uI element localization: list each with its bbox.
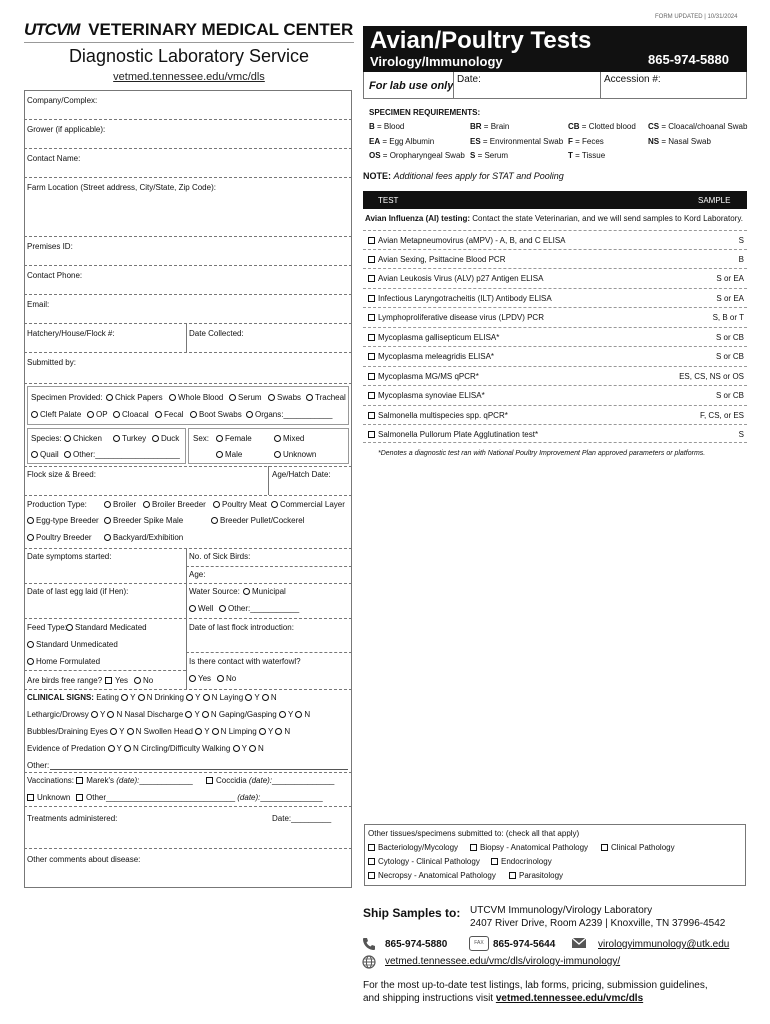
opt-quail[interactable]: Quail bbox=[31, 450, 59, 459]
opt-swabs[interactable]: Swabs bbox=[268, 393, 301, 402]
opt-free-range-no[interactable]: No bbox=[134, 676, 153, 685]
opt-unknown[interactable]: Unknown bbox=[274, 450, 316, 459]
opt-commercial-layer[interactable]: Commercial Layer bbox=[271, 500, 345, 509]
th-test: TEST bbox=[378, 196, 399, 205]
other-tissues-title: Other tissues/specimens submitted to: (check all that apply) bbox=[368, 829, 580, 838]
last-flock-field[interactable]: Date of last flock introduction: bbox=[189, 623, 294, 632]
feed-label: Feed Type: bbox=[27, 623, 67, 632]
opt-cleft-palate[interactable]: Cleft Palate bbox=[31, 410, 81, 419]
sex-box bbox=[188, 428, 349, 464]
age-field[interactable]: Age: bbox=[189, 570, 206, 579]
symptoms-field[interactable]: Date symptoms started: bbox=[27, 552, 112, 561]
opt-op[interactable]: OP bbox=[87, 410, 108, 419]
test-table-header bbox=[363, 191, 747, 209]
opt-poultry-breeder[interactable]: Poultry Breeder bbox=[27, 533, 92, 542]
clinical-row-1: CLINICAL SIGNS: Eating Y N Drinking Y N Laying Y N bbox=[27, 693, 277, 702]
test-row[interactable]: Lymphoproliferative disease virus (LPDV) PCR S, B or T bbox=[363, 307, 747, 326]
banner-phone: 865-974-5880 bbox=[648, 52, 729, 67]
sex-label: Sex: bbox=[193, 434, 210, 443]
phone-icon bbox=[362, 937, 376, 953]
sick-birds-field[interactable]: No. of Sick Birds: bbox=[189, 552, 251, 561]
contact-fax[interactable]: 865-974-5644 bbox=[493, 939, 556, 950]
opt-broiler-breeder[interactable]: Broiler Breeder bbox=[143, 500, 206, 509]
banner-subtitle: Virology/Immunology bbox=[370, 54, 503, 69]
test-row[interactable]: Mycoplasma meleagridis ELISA* S or CB bbox=[363, 346, 747, 365]
opt-municipal[interactable]: Municipal bbox=[243, 587, 286, 596]
spec-es: ES = Environmental Swab bbox=[470, 137, 564, 146]
dls-link[interactable]: vetmed.tennessee.edu/vmc/dls bbox=[113, 71, 265, 83]
spec-b: B = Blood bbox=[369, 122, 405, 131]
opt-waterfowl-no[interactable]: No bbox=[217, 674, 236, 683]
treatments-field[interactable]: Treatments administered: bbox=[27, 814, 118, 823]
opt-home-formulated[interactable]: Home Formulated bbox=[27, 657, 100, 666]
spec-ns: NS = Nasal Swab bbox=[648, 137, 711, 146]
clinical-row-2: Lethargic/Drowsy Y N Nasal Discharge Y N Gaping/Gasping Y N bbox=[27, 710, 311, 719]
form-updated: FORM UPDATED | 10/31/2024 bbox=[655, 14, 738, 20]
opt-boot-swabs[interactable]: Boot Swabs bbox=[190, 410, 242, 419]
test-row[interactable]: Mycoplasma MG/MS qPCR* ES, CS, NS or OS bbox=[363, 366, 747, 385]
opt-mixed[interactable]: Mixed bbox=[274, 434, 304, 443]
footnote: *Denotes a diagnostic test ran with National Poultry Improvement Plan approved parameters or platforms. bbox=[378, 450, 706, 457]
opt-backyard[interactable]: Backyard/Exhibition bbox=[104, 533, 183, 542]
phone-field[interactable]: Contact Phone: bbox=[27, 271, 83, 280]
spec-cs: CS = Cloacal/choanal Swab bbox=[648, 122, 748, 131]
farm-location-field[interactable]: Farm Location (Street address, City/State, Zip Code): bbox=[27, 183, 216, 192]
opt-endocrinology[interactable]: Endocrinology bbox=[491, 857, 552, 866]
opt-turkey[interactable]: Turkey bbox=[113, 434, 146, 443]
opt-whole-blood[interactable]: Whole Blood bbox=[169, 393, 223, 402]
opt-free-range-yes[interactable]: Yes bbox=[105, 676, 128, 685]
clinical-other-field[interactable]: Other: bbox=[27, 761, 50, 770]
company-field[interactable]: Company/Complex: bbox=[27, 96, 98, 105]
opt-chick-papers[interactable]: Chick Papers bbox=[106, 393, 163, 402]
opt-serum[interactable]: Serum bbox=[229, 393, 262, 402]
specimen-label: Specimen Provided: bbox=[31, 393, 103, 402]
test-row[interactable]: Infectious Laryngotracheitis (ILT) Antibody ELISA S or EA bbox=[363, 288, 747, 307]
species-label: Species: bbox=[31, 434, 62, 443]
opt-standard-medicated[interactable]: Standard Medicated bbox=[66, 623, 147, 632]
production-label: Production Type: bbox=[27, 500, 87, 509]
opt-tracheal[interactable]: Tracheal bbox=[306, 393, 346, 402]
test-row[interactable]: Avian Sexing, Psittacine Blood PCR B bbox=[363, 249, 747, 268]
email-icon bbox=[572, 938, 586, 948]
banner-title: Avian/Poultry Tests bbox=[370, 27, 592, 54]
opt-water-other[interactable]: Other:___________ bbox=[219, 604, 299, 613]
opt-biopsy[interactable]: Biopsy - Anatomical Pathology bbox=[470, 843, 588, 852]
test-row[interactable]: Mycoplasma synoviae ELISA* S or CB bbox=[363, 385, 747, 404]
footer-link[interactable]: vetmed.tennessee.edu/vmc/dls bbox=[495, 993, 644, 1004]
contact-field[interactable]: Contact Name: bbox=[27, 154, 81, 163]
spec-f: F = Feces bbox=[568, 137, 604, 146]
opt-poultry-meat[interactable]: Poultry Meat bbox=[213, 500, 267, 509]
ship-address: 2407 River Drive, Room A239 | Knoxville, TN 37996-4542 bbox=[470, 918, 726, 929]
accession-field[interactable]: Accession #: bbox=[604, 74, 661, 85]
clinical-row-3: Bubbles/Draining Eyes Y N Swollen Head Y N Limping Y N bbox=[27, 727, 291, 736]
opt-breeder-spike-male[interactable]: Breeder Spike Male bbox=[104, 516, 183, 525]
opt-coccidia[interactable]: Coccidia (date):______________ bbox=[206, 776, 334, 785]
opt-cloacal[interactable]: Cloacal bbox=[113, 410, 149, 419]
globe-icon bbox=[362, 955, 376, 971]
grower-field[interactable]: Grower (if applicable): bbox=[27, 125, 106, 134]
test-row[interactable]: Avian Leukosis Virus (ALV) p27 Antigen ELISA S or EA bbox=[363, 268, 747, 287]
opt-bacteriology[interactable]: Bacteriology/Mycology bbox=[368, 843, 458, 852]
ship-name: UTCVM Immunology/Virology Laboratory bbox=[470, 905, 653, 916]
premises-field[interactable]: Premises ID: bbox=[27, 242, 73, 251]
vaccinations-row: Vaccinations: Marek's (date):____________ bbox=[27, 776, 193, 785]
opt-waterfowl-yes[interactable]: Yes bbox=[189, 674, 211, 683]
free-range-label: Are birds free range? bbox=[27, 676, 103, 685]
opt-parasitology[interactable]: Parasitology bbox=[509, 871, 563, 880]
fax-icon: FAX bbox=[469, 936, 489, 951]
lab-date-field[interactable]: Date: bbox=[457, 74, 481, 85]
opt-fecal[interactable]: Fecal bbox=[155, 410, 184, 419]
ai-note: Avian Influenza (AI) testing: Contact the state Veterinarian, and we will send samples to Kord Laboratory. bbox=[365, 214, 743, 223]
waterfowl-label: Is there contact with waterfowl? bbox=[189, 657, 301, 666]
utcvm-logo: UTCVM bbox=[24, 20, 80, 39]
web-link[interactable]: vetmed.tennessee.edu/vmc/dls/virology-immunology/ bbox=[385, 956, 621, 967]
th-sample: SAMPLE bbox=[698, 196, 731, 205]
spec-br: BR = Brain bbox=[470, 122, 510, 131]
test-row[interactable]: Salmonella multispecies spp. qPCR* F, CS, or ES bbox=[363, 405, 747, 424]
opt-clinical-pathology[interactable]: Clinical Pathology bbox=[601, 843, 675, 852]
footer-line1: For the most up-to-date test listings, lab forms, pricing, submission guidelines, bbox=[363, 980, 708, 991]
opt-organs[interactable]: Organs:___________ bbox=[246, 410, 332, 419]
contact-email[interactable]: virologyimmunology@utk.edu bbox=[598, 939, 730, 950]
ship-label: Ship Samples to: bbox=[363, 906, 461, 920]
opt-well[interactable]: Well bbox=[189, 604, 213, 613]
opt-cytology[interactable]: Cytology - Clinical Pathology bbox=[368, 857, 480, 866]
treatment-date-field[interactable]: Date:_________ bbox=[272, 814, 332, 823]
comments-field[interactable]: Other comments about disease: bbox=[27, 855, 141, 864]
flock-size-field[interactable]: Flock size & Breed: bbox=[27, 470, 96, 479]
opt-other-species[interactable]: Other:___________________ bbox=[64, 450, 180, 459]
opt-breeder-pullet[interactable]: Breeder Pullet/Cockerel bbox=[211, 516, 304, 525]
opt-egg-type-breeder[interactable]: Egg-type Breeder bbox=[27, 516, 99, 525]
contact-phone[interactable]: 865-974-5880 bbox=[385, 939, 448, 950]
test-row[interactable]: Avian Metapneumovirus (aMPV) - A, B, and C ELISA S bbox=[363, 230, 747, 249]
spec-title: SPECIMEN REQUIREMENTS: bbox=[369, 108, 481, 117]
opt-broiler[interactable]: Broiler bbox=[104, 500, 136, 509]
spec-cb: CB = Clotted blood bbox=[568, 122, 636, 131]
header-center: UTCVM VETERINARY MEDICAL CENTER bbox=[24, 20, 354, 39]
opt-standard-unmedicated[interactable]: Standard Unmedicated bbox=[27, 640, 118, 649]
opt-chicken[interactable]: Chicken bbox=[64, 434, 102, 443]
specimen-box bbox=[27, 386, 349, 425]
date-collected-field[interactable]: Date Collected: bbox=[189, 329, 244, 338]
footer-line2: and shipping instructions visit vetmed.tennessee.edu/vmc/dls bbox=[363, 993, 644, 1004]
test-row[interactable]: Salmonella Pullorum Plate Agglutination test* S bbox=[363, 424, 747, 443]
water-label: Water Source: bbox=[189, 587, 240, 596]
email-field[interactable]: Email: bbox=[27, 300, 50, 309]
submitted-by-field[interactable]: Submitted by: bbox=[27, 358, 76, 367]
opt-female[interactable]: Female bbox=[216, 434, 252, 443]
spec-ea: EA = Egg Albumin bbox=[369, 137, 435, 146]
last-egg-field[interactable]: Date of last egg laid (if Hen): bbox=[27, 587, 129, 596]
age-hatch-field[interactable]: Age/Hatch Date: bbox=[272, 470, 331, 479]
opt-male[interactable]: Male bbox=[216, 450, 242, 459]
note: NOTE: Additional fees apply for STAT and Pooling bbox=[363, 171, 564, 181]
spec-t: T = Tissue bbox=[568, 151, 606, 160]
spec-os: OS = Oropharyngeal Swab bbox=[369, 151, 465, 160]
service-title: Diagnostic Laboratory Service bbox=[68, 46, 310, 66]
opt-vacc-other[interactable]: Other_____________________________ (date):______________ bbox=[76, 793, 323, 802]
lab-use-label: For lab use only bbox=[369, 80, 454, 92]
opt-duck[interactable]: Duck bbox=[152, 434, 179, 443]
spec-s: S = Serum bbox=[470, 151, 509, 160]
opt-necropsy[interactable]: Necropsy - Anatomical Pathology bbox=[368, 871, 496, 880]
clinical-row-4: Evidence of Predation Y N Circling/Difficulty Walking Y N bbox=[27, 744, 264, 753]
test-row[interactable]: Mycoplasma gallisepticum ELISA* S or CB bbox=[363, 327, 747, 346]
opt-vacc-unknown[interactable]: Unknown bbox=[27, 793, 70, 802]
hatchery-field[interactable]: Hatchery/House/Flock #: bbox=[27, 329, 115, 338]
